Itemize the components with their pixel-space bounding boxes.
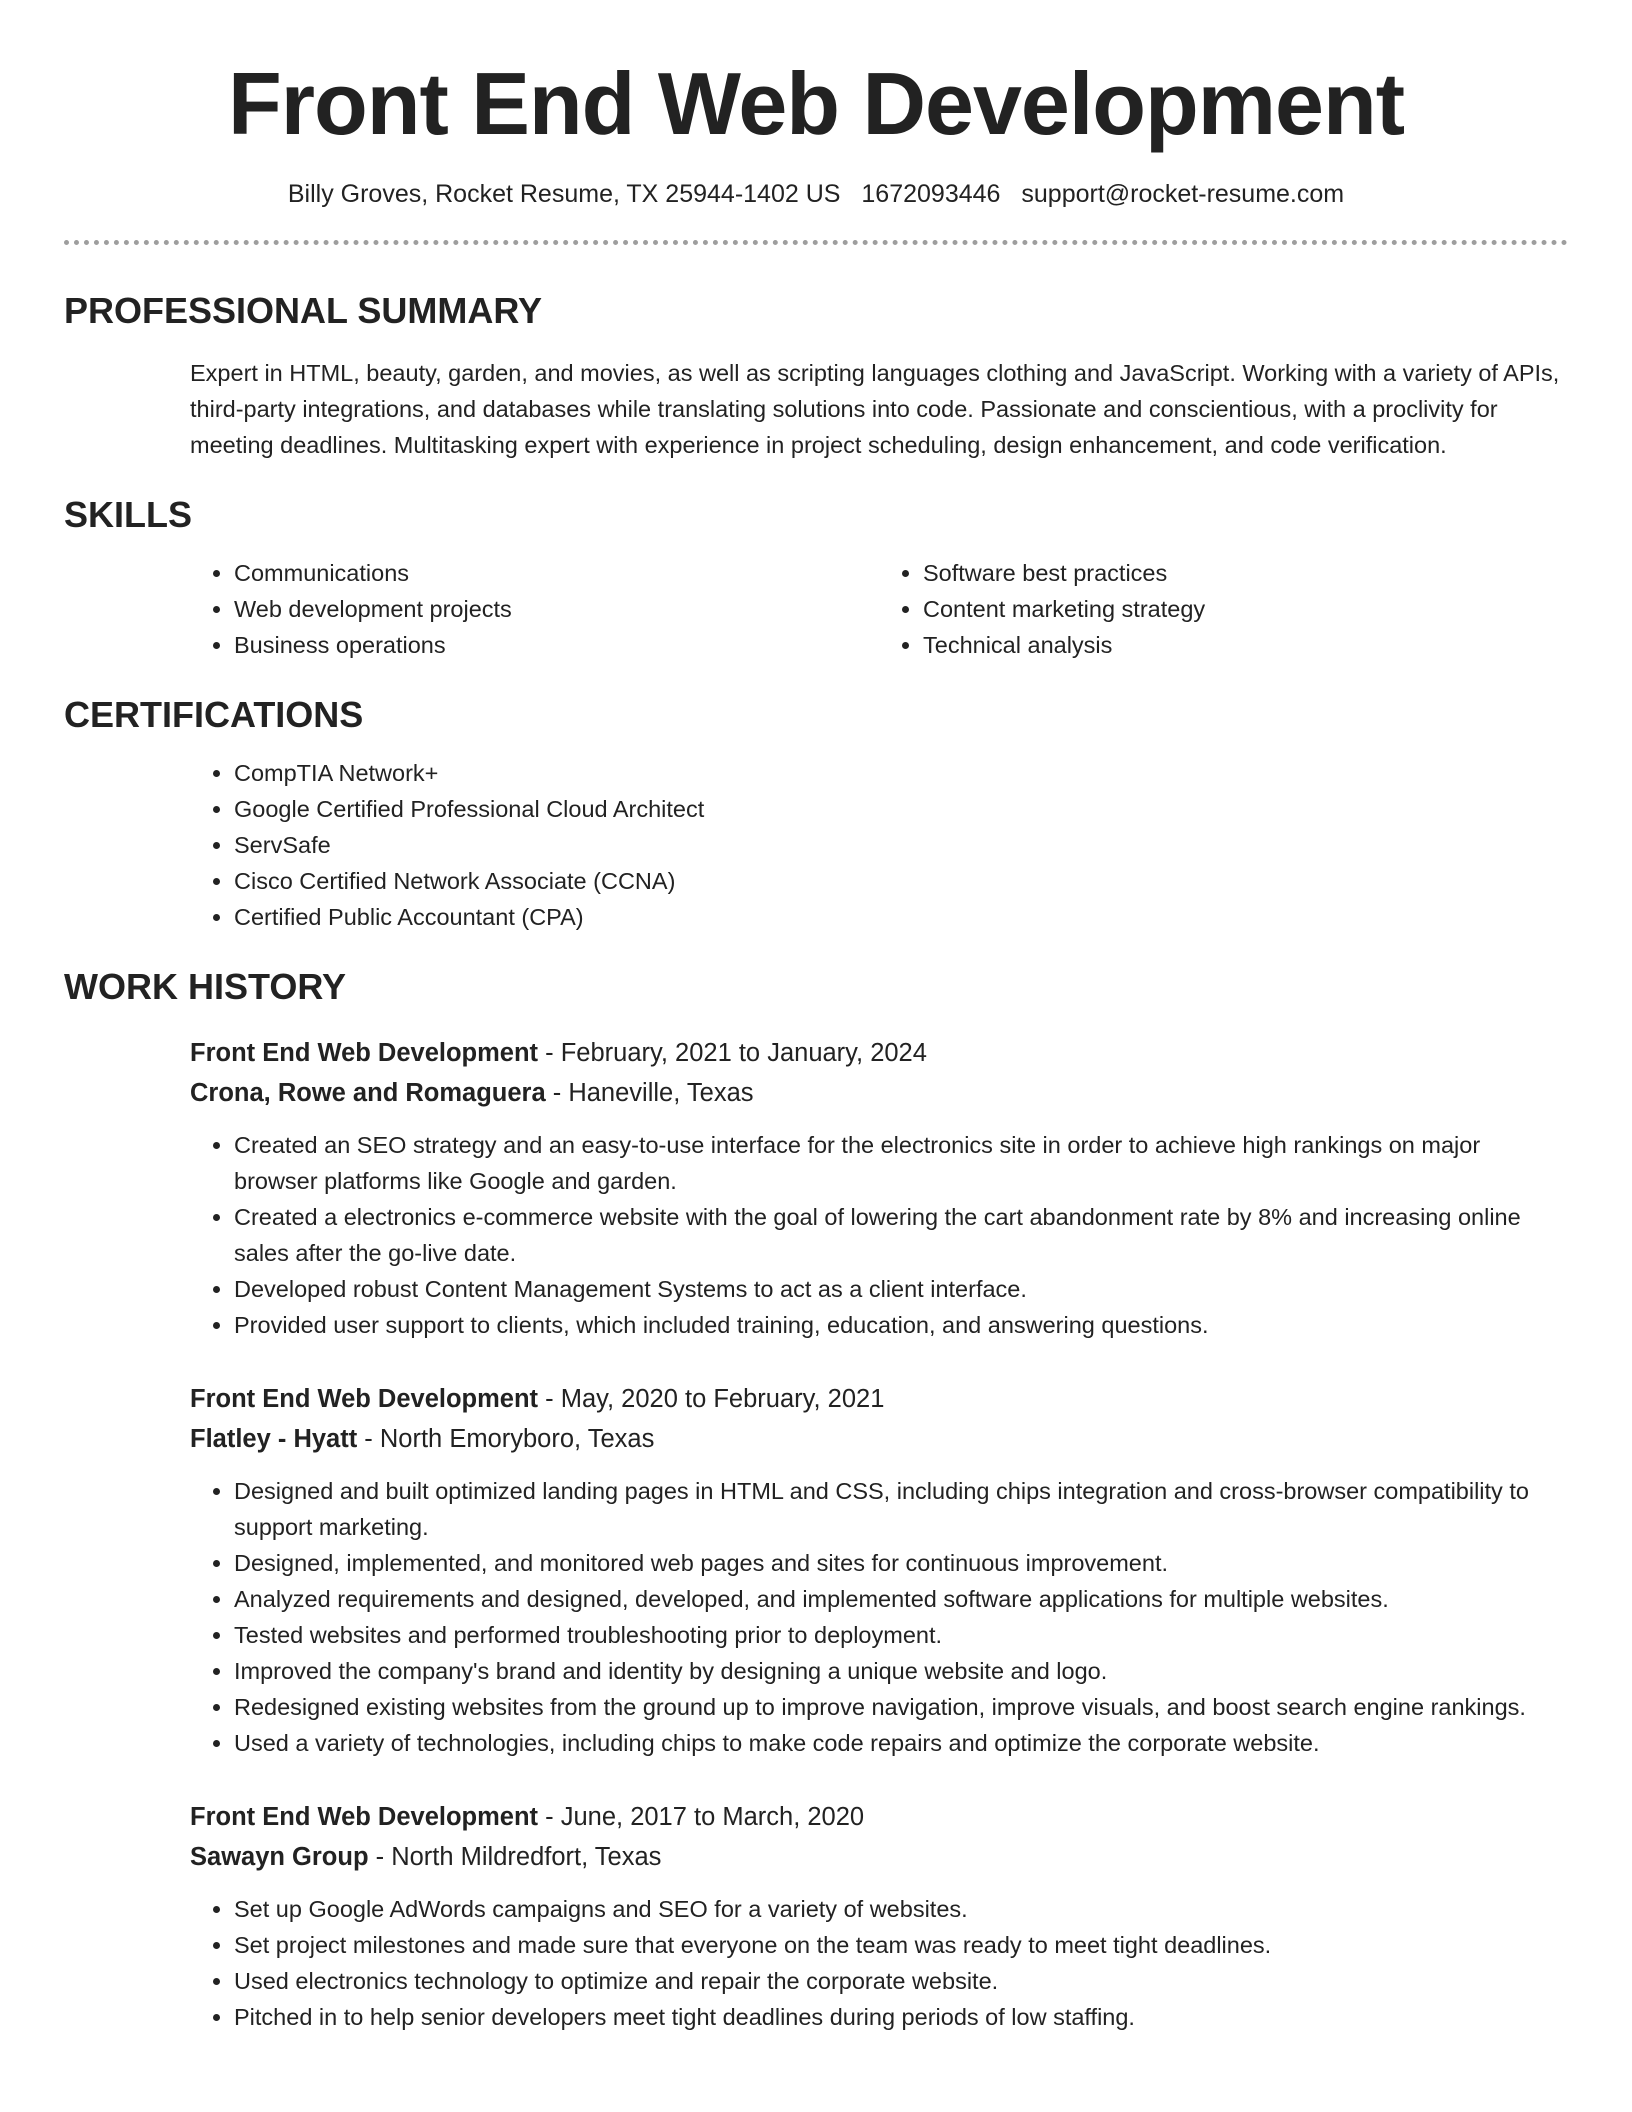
job-bullet: • Used a variety of technologies, including chips to make code repairs and optimize the corporate website. — [234, 1725, 1568, 1761]
job-dates: - May, 2020 to February, 2021 — [538, 1385, 885, 1413]
certification-item: • CompTIA Network+ — [234, 755, 1568, 791]
skill-item: • Content marketing strategy — [923, 591, 1568, 627]
job-bullets — [190, 1891, 1568, 2035]
resume-name: Front End Web Development — [227, 54, 1405, 153]
job-dates: - February, 2021 to January, 2024 — [538, 1039, 927, 1067]
job-title-line — [190, 1379, 1568, 1419]
skills-title: SKILLS — [64, 494, 193, 535]
skill-item: • Web development projects — [234, 591, 879, 627]
skill-item: • Software best practices — [923, 555, 1568, 591]
certifications-title: CERTIFICATIONS — [64, 694, 364, 735]
job-entry — [190, 1379, 1568, 1761]
contact-email: support@rocket-resume.com — [1021, 180, 1345, 208]
job-title-line — [190, 1797, 1568, 1837]
job-bullet: • Provided user support to clients, which included training, education, and answering questions. — [234, 1307, 1568, 1343]
job-bullet: • Developed robust Content Management Systems to act as a client interface. — [234, 1271, 1568, 1307]
work-history-title: WORK HISTORY — [64, 966, 347, 1007]
job-title-line — [190, 1033, 1568, 1073]
job-bullet: • Set up Google AdWords campaigns and SEO for a variety of websites. — [234, 1891, 1568, 1927]
work-history-section — [64, 965, 1568, 2035]
job-bullets — [190, 1473, 1568, 1761]
job-bullet: • Redesigned existing websites from the ground up to improve navigation, improve visuals, and boost search engine rankings. — [234, 1689, 1568, 1725]
job-entry — [190, 1797, 1568, 2035]
job-role: Front End Web Development — [190, 1803, 539, 1831]
job-location: - North Mildredfort, Texas — [368, 1843, 662, 1871]
skills-section — [64, 493, 1568, 663]
job-bullet: • Created an SEO strategy and an easy-to-use interface for the electronics site in order to achieve high rankings on major browser platforms like Google and garden. — [234, 1127, 1568, 1199]
header-divider — [64, 240, 1568, 245]
job-company-line — [190, 1419, 1568, 1459]
summary-title: PROFESSIONAL SUMMARY — [64, 290, 543, 331]
job-location: - Haneville, Texas — [545, 1079, 754, 1107]
contact-line — [64, 178, 1568, 210]
certifications-list — [190, 755, 1568, 935]
job-bullet: • Designed and built optimized landing pages in HTML and CSS, including chips integration and cross-browser compatibility to support marketing. — [234, 1473, 1568, 1545]
certification-item: • ServSafe — [234, 827, 1568, 863]
job-company-line — [190, 1073, 1568, 1113]
job-bullet: • Tested websites and performed troubleshooting prior to deployment. — [234, 1617, 1568, 1653]
job-bullet: • Improved the company's brand and identity by designing a unique website and logo. — [234, 1653, 1568, 1689]
job-company-line — [190, 1837, 1568, 1877]
job-bullet: • Pitched in to help senior developers meet tight deadlines during periods of low staffing. — [234, 1999, 1568, 2035]
summary-section — [64, 289, 1568, 463]
job-role: Front End Web Development — [190, 1385, 539, 1413]
job-bullet: • Created a electronics e-commerce website with the goal of lowering the cart abandonment rate by 8% and increasing online sales after the go-live date. — [234, 1199, 1568, 1271]
job-location: - North Emoryboro, Texas — [357, 1425, 655, 1453]
job-bullet: • Used electronics technology to optimize and repair the corporate website. — [234, 1963, 1568, 1999]
skills-list-left — [190, 555, 879, 663]
job-bullet: • Set project milestones and made sure that everyone on the team was ready to meet tight deadlines. — [234, 1927, 1568, 1963]
skills-list-right — [879, 555, 1568, 663]
job-bullet: • Designed, implemented, and monitored web pages and sites for continuous improvement. — [234, 1545, 1568, 1581]
job-entry — [190, 1033, 1568, 1343]
job-company: Flatley - Hyatt — [190, 1425, 358, 1453]
certification-item: • Certified Public Accountant (CPA) — [234, 899, 1568, 935]
skill-item: • Business operations — [234, 627, 879, 663]
job-company: Crona, Rowe and Romaguera — [190, 1079, 546, 1107]
job-bullet: • Analyzed requirements and designed, developed, and implemented software applications for multiple websites. — [234, 1581, 1568, 1617]
summary-text: Expert in HTML, beauty, garden, and movies, as well as scripting languages clothing and JavaScript. Working with a variety of APIs, third-party integrations, and databases while translating solutions into code. Passionate and conscientious, with a proclivity for meeting deadlines. Multitasking expert with experience in project scheduling, design enhancement, and code verification. — [190, 360, 1560, 458]
skills-columns — [190, 555, 1568, 663]
certification-item: • Cisco Certified Network Associate (CCNA) — [234, 863, 1568, 899]
skill-item: • Technical analysis — [923, 627, 1568, 663]
certifications-section — [64, 693, 1568, 935]
contact-phone: 1672093446 — [861, 180, 1001, 208]
job-dates: - June, 2017 to March, 2020 — [538, 1803, 865, 1831]
job-company: Sawayn Group — [190, 1843, 369, 1871]
job-role: Front End Web Development — [190, 1039, 539, 1067]
job-bullets — [190, 1127, 1568, 1343]
certification-item: • Google Certified Professional Cloud Architect — [234, 791, 1568, 827]
skill-item: • Communications — [234, 555, 879, 591]
contact-address: Billy Groves, Rocket Resume, TX 25944-1402 US — [287, 180, 841, 208]
